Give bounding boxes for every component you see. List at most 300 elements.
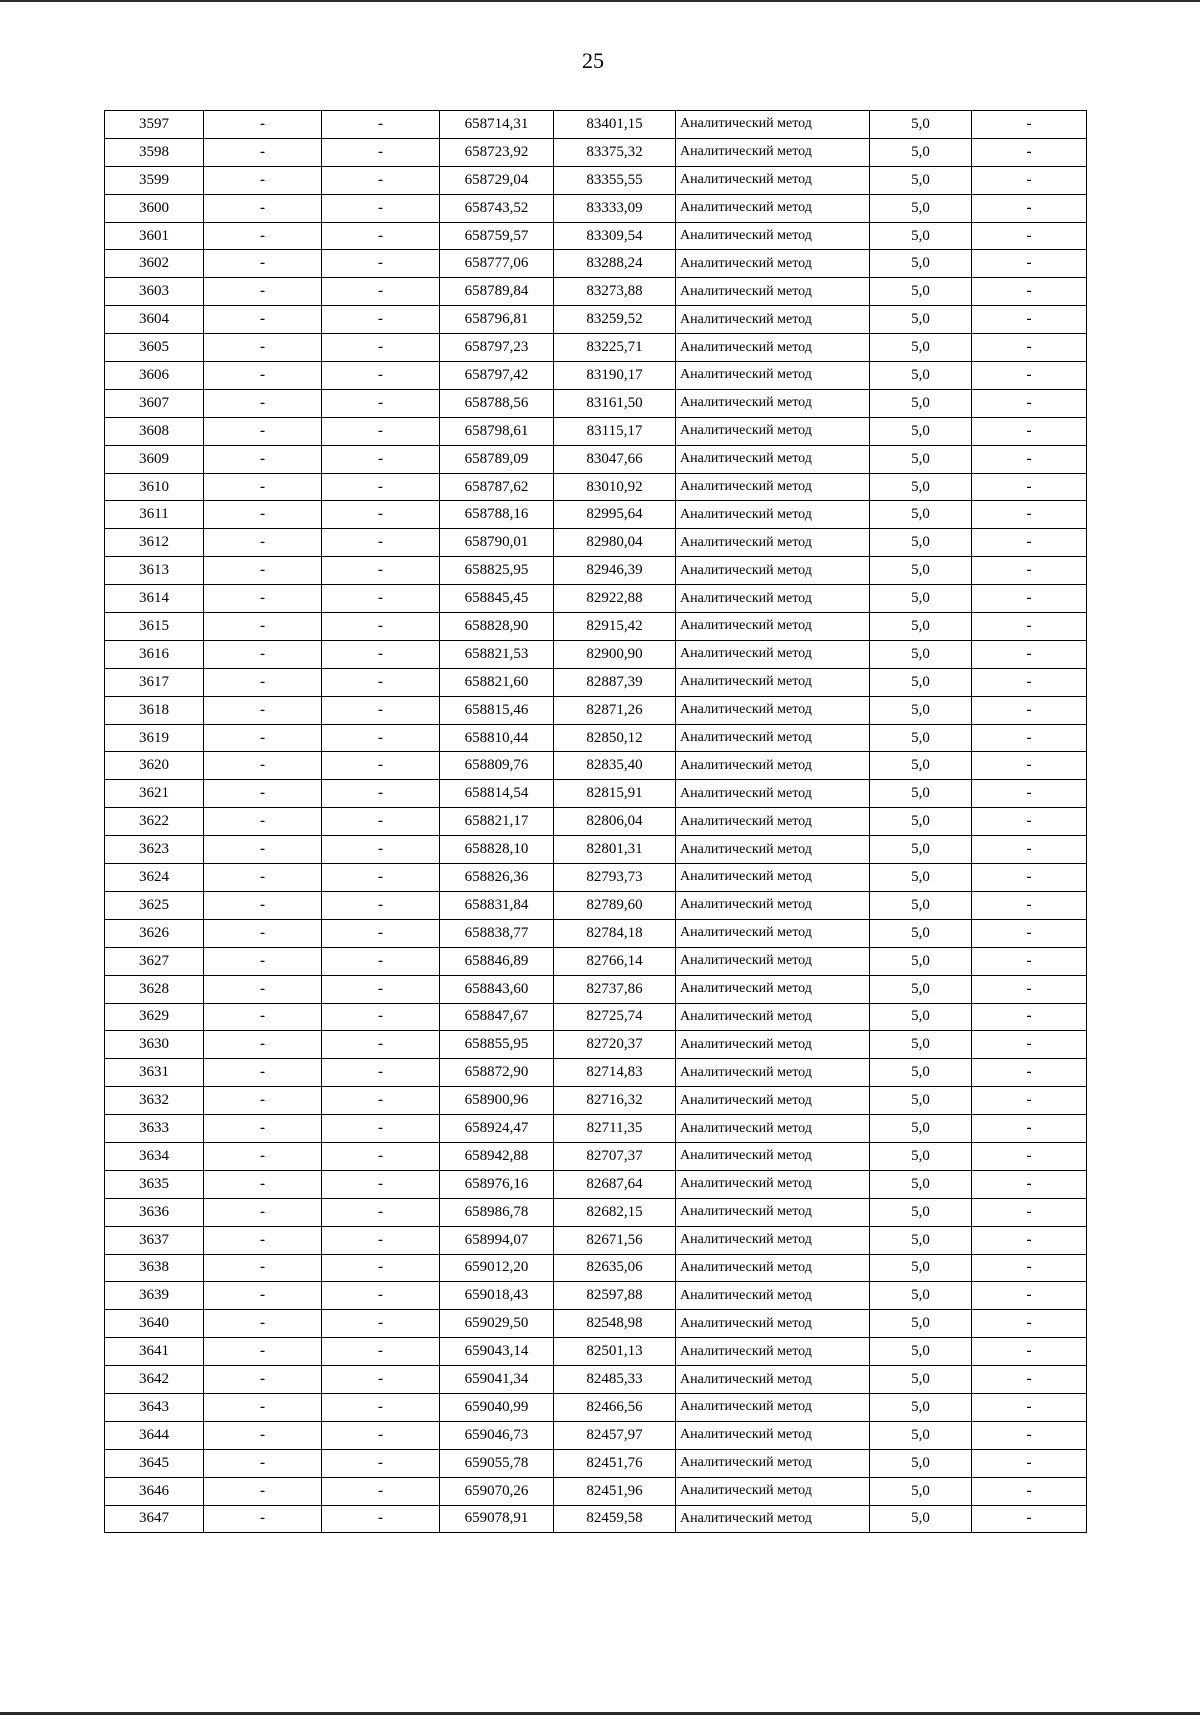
table-row xyxy=(105,529,1087,557)
empty-value-cell: - xyxy=(204,919,322,947)
x-coordinate-cell: 658831,84 xyxy=(440,891,554,919)
x-coordinate-cell: 658788,56 xyxy=(440,389,554,417)
y-coordinate-cell: 82711,35 xyxy=(554,1115,676,1143)
method-cell: Аналитический метод xyxy=(676,752,870,780)
table-row xyxy=(105,808,1087,836)
point-number-cell: 3609 xyxy=(105,445,204,473)
empty-value-cell: - xyxy=(322,557,440,585)
y-coordinate-cell: 82466,56 xyxy=(554,1393,676,1421)
empty-value-cell: - xyxy=(204,1282,322,1310)
y-coordinate-cell: 83375,32 xyxy=(554,138,676,166)
empty-value-cell: - xyxy=(322,417,440,445)
y-coordinate-cell: 82714,83 xyxy=(554,1059,676,1087)
method-cell: Аналитический метод xyxy=(676,1115,870,1143)
x-coordinate-cell: 658797,23 xyxy=(440,334,554,362)
method-cell: Аналитический метод xyxy=(676,1031,870,1059)
empty-value-cell: - xyxy=(204,724,322,752)
empty-value-cell: - xyxy=(204,585,322,613)
empty-value-cell: - xyxy=(204,613,322,641)
method-cell: Аналитический метод xyxy=(676,473,870,501)
table-row xyxy=(105,194,1087,222)
table-row xyxy=(105,1338,1087,1366)
accuracy-cell: 5,0 xyxy=(870,1254,972,1282)
empty-value-cell: - xyxy=(972,1226,1087,1254)
method-cell: Аналитический метод xyxy=(676,891,870,919)
empty-value-cell: - xyxy=(322,1087,440,1115)
x-coordinate-cell: 658900,96 xyxy=(440,1087,554,1115)
method-cell: Аналитический метод xyxy=(676,1059,870,1087)
accuracy-cell: 5,0 xyxy=(870,362,972,390)
empty-value-cell: - xyxy=(972,1142,1087,1170)
x-coordinate-cell: 658821,17 xyxy=(440,808,554,836)
accuracy-cell: 5,0 xyxy=(870,808,972,836)
point-number-cell: 3612 xyxy=(105,529,204,557)
method-cell: Аналитический метод xyxy=(676,278,870,306)
table-row xyxy=(105,1031,1087,1059)
empty-value-cell: - xyxy=(322,138,440,166)
empty-value-cell: - xyxy=(322,362,440,390)
table-row xyxy=(105,1115,1087,1143)
empty-value-cell: - xyxy=(322,947,440,975)
empty-value-cell: - xyxy=(204,864,322,892)
accuracy-cell: 5,0 xyxy=(870,975,972,1003)
empty-value-cell: - xyxy=(204,306,322,334)
y-coordinate-cell: 82707,37 xyxy=(554,1142,676,1170)
empty-value-cell: - xyxy=(322,1142,440,1170)
point-number-cell: 3640 xyxy=(105,1310,204,1338)
x-coordinate-cell: 658815,46 xyxy=(440,696,554,724)
x-coordinate-cell: 658796,81 xyxy=(440,306,554,334)
table-row xyxy=(105,278,1087,306)
empty-value-cell: - xyxy=(972,1393,1087,1421)
point-number-cell: 3636 xyxy=(105,1198,204,1226)
empty-value-cell: - xyxy=(972,1254,1087,1282)
x-coordinate-cell: 658924,47 xyxy=(440,1115,554,1143)
accuracy-cell: 5,0 xyxy=(870,1421,972,1449)
table-row xyxy=(105,138,1087,166)
y-coordinate-cell: 82451,76 xyxy=(554,1449,676,1477)
y-coordinate-cell: 83355,55 xyxy=(554,166,676,194)
point-number-cell: 3626 xyxy=(105,919,204,947)
empty-value-cell: - xyxy=(322,864,440,892)
empty-value-cell: - xyxy=(204,417,322,445)
accuracy-cell: 5,0 xyxy=(870,1282,972,1310)
y-coordinate-cell: 82635,06 xyxy=(554,1254,676,1282)
empty-value-cell: - xyxy=(322,222,440,250)
empty-value-cell: - xyxy=(204,529,322,557)
empty-value-cell: - xyxy=(322,585,440,613)
empty-value-cell: - xyxy=(204,1003,322,1031)
table-row xyxy=(105,417,1087,445)
point-number-cell: 3599 xyxy=(105,166,204,194)
method-cell: Аналитический метод xyxy=(676,1142,870,1170)
method-cell: Аналитический метод xyxy=(676,975,870,1003)
method-cell: Аналитический метод xyxy=(676,138,870,166)
x-coordinate-cell: 658846,89 xyxy=(440,947,554,975)
x-coordinate-cell: 658825,95 xyxy=(440,557,554,585)
empty-value-cell: - xyxy=(322,473,440,501)
table-row xyxy=(105,1449,1087,1477)
y-coordinate-cell: 83273,88 xyxy=(554,278,676,306)
empty-value-cell: - xyxy=(322,1310,440,1338)
empty-value-cell: - xyxy=(204,1170,322,1198)
point-number-cell: 3598 xyxy=(105,138,204,166)
y-coordinate-cell: 82720,37 xyxy=(554,1031,676,1059)
empty-value-cell: - xyxy=(322,1170,440,1198)
y-coordinate-cell: 83190,17 xyxy=(554,362,676,390)
empty-value-cell: - xyxy=(322,1366,440,1394)
y-coordinate-cell: 82946,39 xyxy=(554,557,676,585)
y-coordinate-cell: 83115,17 xyxy=(554,417,676,445)
page-number: 25 xyxy=(582,48,604,73)
table-row xyxy=(105,557,1087,585)
method-cell: Аналитический метод xyxy=(676,1087,870,1115)
empty-value-cell: - xyxy=(322,1505,440,1533)
empty-value-cell: - xyxy=(322,166,440,194)
x-coordinate-cell: 658788,16 xyxy=(440,501,554,529)
accuracy-cell: 5,0 xyxy=(870,1310,972,1338)
y-coordinate-cell: 82501,13 xyxy=(554,1338,676,1366)
table-row xyxy=(105,473,1087,501)
x-coordinate-cell: 658797,42 xyxy=(440,362,554,390)
empty-value-cell: - xyxy=(204,752,322,780)
accuracy-cell: 5,0 xyxy=(870,891,972,919)
table-row xyxy=(105,389,1087,417)
table-row xyxy=(105,166,1087,194)
x-coordinate-cell: 659070,26 xyxy=(440,1477,554,1505)
empty-value-cell: - xyxy=(972,585,1087,613)
accuracy-cell: 5,0 xyxy=(870,111,972,139)
point-number-cell: 3647 xyxy=(105,1505,204,1533)
empty-value-cell: - xyxy=(204,1059,322,1087)
empty-value-cell: - xyxy=(972,919,1087,947)
empty-value-cell: - xyxy=(972,1087,1087,1115)
method-cell: Аналитический метод xyxy=(676,1310,870,1338)
x-coordinate-cell: 658994,07 xyxy=(440,1226,554,1254)
empty-value-cell: - xyxy=(322,1003,440,1031)
empty-value-cell: - xyxy=(972,1449,1087,1477)
method-cell: Аналитический метод xyxy=(676,417,870,445)
x-coordinate-cell: 658810,44 xyxy=(440,724,554,752)
empty-value-cell: - xyxy=(204,836,322,864)
point-number-cell: 3622 xyxy=(105,808,204,836)
top-border-line xyxy=(0,0,1200,2)
point-number-cell: 3628 xyxy=(105,975,204,1003)
table-row xyxy=(105,501,1087,529)
empty-value-cell: - xyxy=(972,250,1087,278)
method-cell: Аналитический метод xyxy=(676,334,870,362)
y-coordinate-cell: 82995,64 xyxy=(554,501,676,529)
point-number-cell: 3623 xyxy=(105,836,204,864)
x-coordinate-cell: 658798,61 xyxy=(440,417,554,445)
x-coordinate-cell: 658986,78 xyxy=(440,1198,554,1226)
y-coordinate-cell: 83161,50 xyxy=(554,389,676,417)
table-row xyxy=(105,696,1087,724)
point-number-cell: 3629 xyxy=(105,1003,204,1031)
y-coordinate-cell: 82671,56 xyxy=(554,1226,676,1254)
x-coordinate-cell: 659018,43 xyxy=(440,1282,554,1310)
empty-value-cell: - xyxy=(322,389,440,417)
y-coordinate-cell: 82784,18 xyxy=(554,919,676,947)
x-coordinate-cell: 658743,52 xyxy=(440,194,554,222)
empty-value-cell: - xyxy=(972,891,1087,919)
x-coordinate-cell: 658759,57 xyxy=(440,222,554,250)
y-coordinate-cell: 82737,86 xyxy=(554,975,676,1003)
accuracy-cell: 5,0 xyxy=(870,1226,972,1254)
table-row xyxy=(105,334,1087,362)
empty-value-cell: - xyxy=(972,752,1087,780)
empty-value-cell: - xyxy=(204,808,322,836)
accuracy-cell: 5,0 xyxy=(870,194,972,222)
method-cell: Аналитический метод xyxy=(676,696,870,724)
table-row xyxy=(105,585,1087,613)
accuracy-cell: 5,0 xyxy=(870,780,972,808)
x-coordinate-cell: 658777,06 xyxy=(440,250,554,278)
accuracy-cell: 5,0 xyxy=(870,724,972,752)
point-number-cell: 3644 xyxy=(105,1421,204,1449)
y-coordinate-cell: 82922,88 xyxy=(554,585,676,613)
y-coordinate-cell: 82766,14 xyxy=(554,947,676,975)
accuracy-cell: 5,0 xyxy=(870,1142,972,1170)
empty-value-cell: - xyxy=(204,1366,322,1394)
table-row xyxy=(105,1142,1087,1170)
bottom-border-line xyxy=(0,1712,1200,1715)
y-coordinate-cell: 82806,04 xyxy=(554,808,676,836)
x-coordinate-cell: 659040,99 xyxy=(440,1393,554,1421)
empty-value-cell: - xyxy=(322,529,440,557)
empty-value-cell: - xyxy=(322,445,440,473)
method-cell: Аналитический метод xyxy=(676,919,870,947)
y-coordinate-cell: 82793,73 xyxy=(554,864,676,892)
x-coordinate-cell: 658942,88 xyxy=(440,1142,554,1170)
empty-value-cell: - xyxy=(322,724,440,752)
empty-value-cell: - xyxy=(972,1477,1087,1505)
empty-value-cell: - xyxy=(972,696,1087,724)
x-coordinate-cell: 658821,60 xyxy=(440,668,554,696)
table-row xyxy=(105,919,1087,947)
table-row xyxy=(105,1087,1087,1115)
empty-value-cell: - xyxy=(204,1393,322,1421)
point-number-cell: 3601 xyxy=(105,222,204,250)
accuracy-cell: 5,0 xyxy=(870,138,972,166)
empty-value-cell: - xyxy=(972,640,1087,668)
accuracy-cell: 5,0 xyxy=(870,1393,972,1421)
empty-value-cell: - xyxy=(204,445,322,473)
empty-value-cell: - xyxy=(972,1505,1087,1533)
accuracy-cell: 5,0 xyxy=(870,278,972,306)
point-number-cell: 3602 xyxy=(105,250,204,278)
x-coordinate-cell: 659055,78 xyxy=(440,1449,554,1477)
empty-value-cell: - xyxy=(204,222,322,250)
method-cell: Аналитический метод xyxy=(676,222,870,250)
empty-value-cell: - xyxy=(972,1282,1087,1310)
accuracy-cell: 5,0 xyxy=(870,1477,972,1505)
empty-value-cell: - xyxy=(204,362,322,390)
method-cell: Аналитический метод xyxy=(676,306,870,334)
empty-value-cell: - xyxy=(322,696,440,724)
method-cell: Аналитический метод xyxy=(676,947,870,975)
empty-value-cell: - xyxy=(204,389,322,417)
empty-value-cell: - xyxy=(322,1393,440,1421)
point-number-cell: 3641 xyxy=(105,1338,204,1366)
table-row xyxy=(105,1310,1087,1338)
x-coordinate-cell: 658809,76 xyxy=(440,752,554,780)
point-number-cell: 3630 xyxy=(105,1031,204,1059)
point-number-cell: 3613 xyxy=(105,557,204,585)
y-coordinate-cell: 82980,04 xyxy=(554,529,676,557)
empty-value-cell: - xyxy=(204,1421,322,1449)
x-coordinate-cell: 658838,77 xyxy=(440,919,554,947)
table-row xyxy=(105,1254,1087,1282)
accuracy-cell: 5,0 xyxy=(870,166,972,194)
accuracy-cell: 5,0 xyxy=(870,919,972,947)
empty-value-cell: - xyxy=(972,334,1087,362)
accuracy-cell: 5,0 xyxy=(870,1338,972,1366)
table-row xyxy=(105,1003,1087,1031)
empty-value-cell: - xyxy=(204,166,322,194)
empty-value-cell: - xyxy=(322,1115,440,1143)
x-coordinate-cell: 659029,50 xyxy=(440,1310,554,1338)
x-coordinate-cell: 658790,01 xyxy=(440,529,554,557)
table-row xyxy=(105,640,1087,668)
accuracy-cell: 5,0 xyxy=(870,389,972,417)
empty-value-cell: - xyxy=(322,1198,440,1226)
table-row xyxy=(105,222,1087,250)
empty-value-cell: - xyxy=(972,1310,1087,1338)
method-cell: Аналитический метод xyxy=(676,1282,870,1310)
method-cell: Аналитический метод xyxy=(676,1421,870,1449)
empty-value-cell: - xyxy=(972,557,1087,585)
accuracy-cell: 5,0 xyxy=(870,1115,972,1143)
method-cell: Аналитический метод xyxy=(676,501,870,529)
method-cell: Аналитический метод xyxy=(676,362,870,390)
empty-value-cell: - xyxy=(322,613,440,641)
empty-value-cell: - xyxy=(972,808,1087,836)
point-number-cell: 3619 xyxy=(105,724,204,752)
empty-value-cell: - xyxy=(322,501,440,529)
accuracy-cell: 5,0 xyxy=(870,529,972,557)
point-number-cell: 3605 xyxy=(105,334,204,362)
y-coordinate-cell: 83288,24 xyxy=(554,250,676,278)
y-coordinate-cell: 83010,92 xyxy=(554,473,676,501)
point-number-cell: 3643 xyxy=(105,1393,204,1421)
accuracy-cell: 5,0 xyxy=(870,864,972,892)
coordinates-table-body xyxy=(105,111,1087,1533)
empty-value-cell: - xyxy=(204,1198,322,1226)
empty-value-cell: - xyxy=(204,557,322,585)
x-coordinate-cell: 658714,31 xyxy=(440,111,554,139)
x-coordinate-cell: 658828,90 xyxy=(440,613,554,641)
x-coordinate-cell: 658729,04 xyxy=(440,166,554,194)
accuracy-cell: 5,0 xyxy=(870,1449,972,1477)
empty-value-cell: - xyxy=(204,1505,322,1533)
x-coordinate-cell: 658843,60 xyxy=(440,975,554,1003)
empty-value-cell: - xyxy=(322,250,440,278)
point-number-cell: 3611 xyxy=(105,501,204,529)
empty-value-cell: - xyxy=(972,836,1087,864)
method-cell: Аналитический метод xyxy=(676,585,870,613)
point-number-cell: 3639 xyxy=(105,1282,204,1310)
empty-value-cell: - xyxy=(972,864,1087,892)
empty-value-cell: - xyxy=(972,389,1087,417)
empty-value-cell: - xyxy=(204,194,322,222)
method-cell: Аналитический метод xyxy=(676,1170,870,1198)
x-coordinate-cell: 658845,45 xyxy=(440,585,554,613)
point-number-cell: 3627 xyxy=(105,947,204,975)
empty-value-cell: - xyxy=(972,1059,1087,1087)
method-cell: Аналитический метод xyxy=(676,808,870,836)
empty-value-cell: - xyxy=(972,222,1087,250)
empty-value-cell: - xyxy=(204,891,322,919)
method-cell: Аналитический метод xyxy=(676,1003,870,1031)
empty-value-cell: - xyxy=(322,1449,440,1477)
empty-value-cell: - xyxy=(972,1170,1087,1198)
x-coordinate-cell: 658789,09 xyxy=(440,445,554,473)
table-row xyxy=(105,752,1087,780)
x-coordinate-cell: 658787,62 xyxy=(440,473,554,501)
accuracy-cell: 5,0 xyxy=(870,947,972,975)
y-coordinate-cell: 82548,98 xyxy=(554,1310,676,1338)
table-row xyxy=(105,1393,1087,1421)
empty-value-cell: - xyxy=(972,947,1087,975)
empty-value-cell: - xyxy=(972,445,1087,473)
empty-value-cell: - xyxy=(204,1087,322,1115)
method-cell: Аналитический метод xyxy=(676,1198,870,1226)
method-cell: Аналитический метод xyxy=(676,250,870,278)
empty-value-cell: - xyxy=(972,1338,1087,1366)
empty-value-cell: - xyxy=(322,668,440,696)
table-row xyxy=(105,1282,1087,1310)
accuracy-cell: 5,0 xyxy=(870,445,972,473)
accuracy-cell: 5,0 xyxy=(870,473,972,501)
table-row xyxy=(105,1226,1087,1254)
accuracy-cell: 5,0 xyxy=(870,640,972,668)
table-row xyxy=(105,668,1087,696)
table-row xyxy=(105,1477,1087,1505)
y-coordinate-cell: 83225,71 xyxy=(554,334,676,362)
accuracy-cell: 5,0 xyxy=(870,1198,972,1226)
x-coordinate-cell: 658814,54 xyxy=(440,780,554,808)
accuracy-cell: 5,0 xyxy=(870,501,972,529)
table-row xyxy=(105,362,1087,390)
table-row xyxy=(105,947,1087,975)
empty-value-cell: - xyxy=(322,306,440,334)
method-cell: Аналитический метод xyxy=(676,445,870,473)
empty-value-cell: - xyxy=(204,501,322,529)
y-coordinate-cell: 82900,90 xyxy=(554,640,676,668)
point-number-cell: 3617 xyxy=(105,668,204,696)
point-number-cell: 3631 xyxy=(105,1059,204,1087)
empty-value-cell: - xyxy=(972,780,1087,808)
accuracy-cell: 5,0 xyxy=(870,1059,972,1087)
accuracy-cell: 5,0 xyxy=(870,334,972,362)
empty-value-cell: - xyxy=(322,1477,440,1505)
y-coordinate-cell: 82459,58 xyxy=(554,1505,676,1533)
y-coordinate-cell: 82789,60 xyxy=(554,891,676,919)
accuracy-cell: 5,0 xyxy=(870,613,972,641)
method-cell: Аналитический метод xyxy=(676,111,870,139)
empty-value-cell: - xyxy=(204,473,322,501)
empty-value-cell: - xyxy=(204,1310,322,1338)
empty-value-cell: - xyxy=(204,947,322,975)
empty-value-cell: - xyxy=(322,640,440,668)
point-number-cell: 3632 xyxy=(105,1087,204,1115)
x-coordinate-cell: 658828,10 xyxy=(440,836,554,864)
accuracy-cell: 5,0 xyxy=(870,1170,972,1198)
accuracy-cell: 5,0 xyxy=(870,585,972,613)
method-cell: Аналитический метод xyxy=(676,1393,870,1421)
table-row xyxy=(105,1366,1087,1394)
